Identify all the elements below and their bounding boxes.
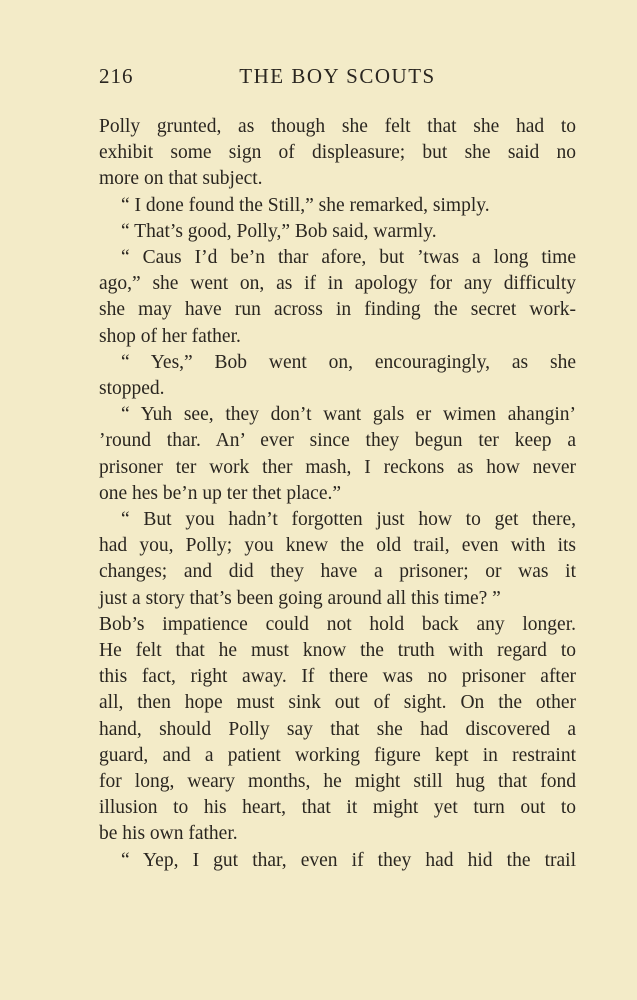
text-line: illusion to his heart, that it might yet turn out to [99, 797, 576, 819]
text-line: “ Yes,” Bob went on, encouragingly, as she [121, 351, 576, 373]
body-text [99, 114, 576, 874]
text-line: He felt that he must know the truth with regard to [99, 640, 576, 662]
text-line: “ I done found the Still,” she remarked, simply. [121, 194, 490, 216]
text-line: shop of her father. [99, 325, 241, 347]
text-line: Bob’s impatience could not hold back any longer. [99, 613, 576, 635]
text-line: “ Yep, I gut thar, even if they had hid the trail [121, 849, 576, 871]
text-line: exhibit some sign of displeasure; but she said no [99, 142, 576, 164]
text-line: guard, and a patient working figure kept in restraint [99, 744, 576, 766]
text-line: changes; and did they have a prisoner; or was it [99, 561, 576, 583]
text-line: “ That’s good, Polly,” Bob said, warmly. [121, 220, 437, 242]
text-line: stopped. [99, 378, 165, 400]
text-line: all, then hope must sink out of sight. On the other [99, 692, 576, 714]
text-line: “ But you hadn’t forgotten just how to get there, [121, 509, 576, 531]
text-line: be his own father. [99, 823, 238, 845]
text-line: ’round thar. An’ ever since they begun ter keep a [99, 430, 576, 452]
text-line: this fact, right away. If there was no prisoner after [99, 666, 576, 688]
text-line: more on that subject. [99, 168, 263, 190]
text-line: one hes be’n up ter thet place.” [99, 482, 342, 504]
text-line: ago,” she went on, as if in apology for any difficulty [99, 273, 576, 295]
text-line: for long, weary months, he might still hug that fond [99, 771, 576, 793]
running-head: THE BOY SCOUTS [239, 64, 436, 88]
page-header [99, 64, 576, 96]
page-number: 216 [99, 64, 134, 88]
text-line: “ Caus I’d be’n thar afore, but ’twas a long time [121, 247, 576, 269]
text-line: “ Yuh see, they don’t want gals er wimen ahangin’ [121, 404, 576, 426]
text-line: just a story that’s been going around all this time? ” [99, 587, 501, 609]
text-line: hand, should Polly say that she had discovered a [99, 718, 576, 740]
text-line: Polly grunted, as though she felt that she had to [99, 116, 576, 137]
text-line: she may have run across in finding the secret work- [99, 299, 576, 321]
text-line: prisoner ter work ther mash, I reckons as how never [99, 456, 576, 478]
text-line: had you, Polly; you knew the old trail, even with its [99, 535, 576, 557]
